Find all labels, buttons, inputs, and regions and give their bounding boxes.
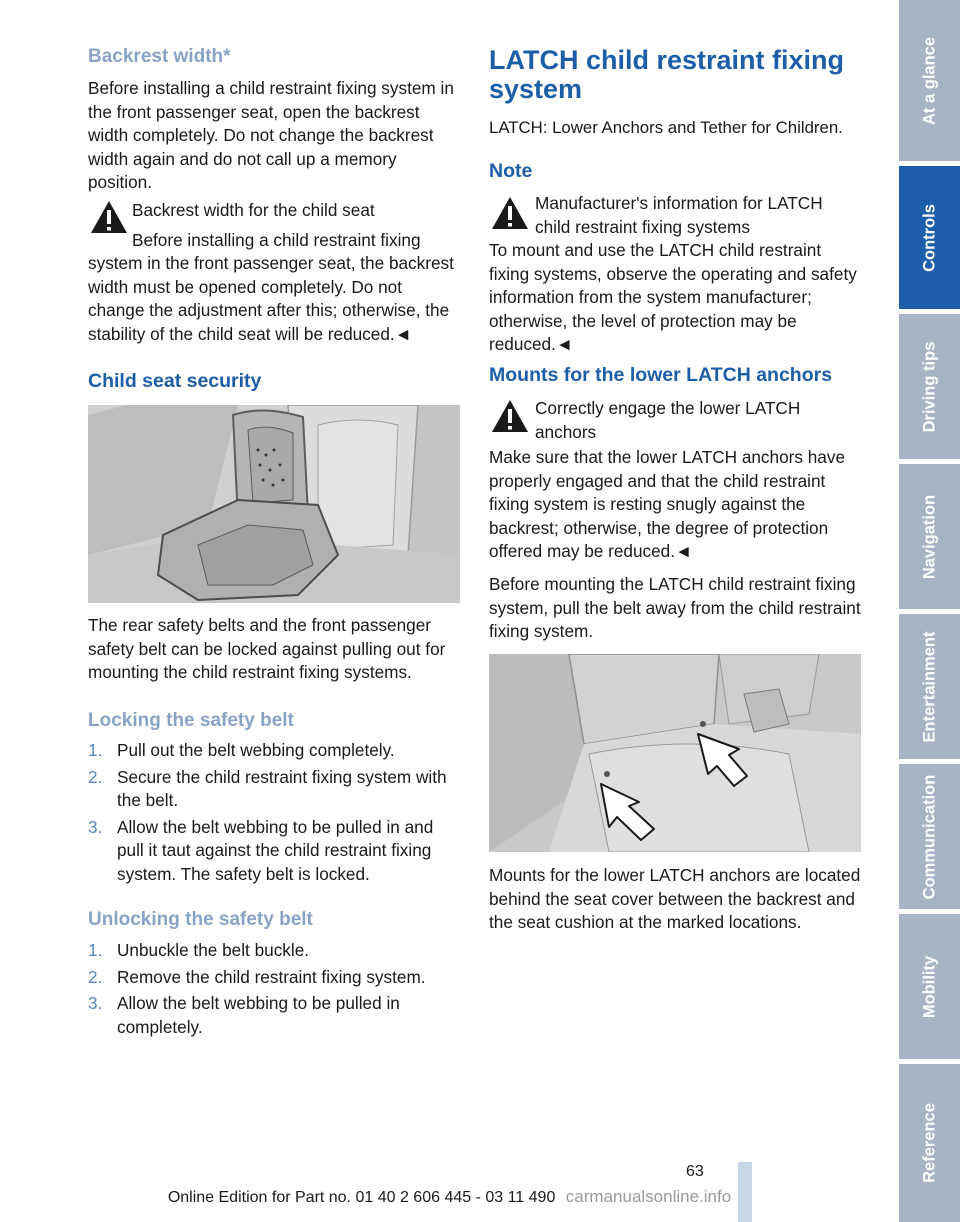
warning-triangle-icon [491,399,529,433]
tab-controls[interactable]: Controls [899,166,960,309]
tab-navigation[interactable]: Navigation [899,464,960,609]
list-item: 3. Allow the belt webbing to be pulled in completely. [88,993,400,1037]
mounts-heading: Mounts for the lower LATCH anchors [489,364,833,386]
mounts-paragraph-1: Make sure that the lower LATCH anchors have properly engaged and that the child restraint fixing system is resting snugly against the backrest; otherwise, the degree of protection offered may be reduced.◄ [489,447,846,561]
tab-driving-tips[interactable]: Driving tips [899,314,960,459]
unlocking-heading: Unlocking the safety belt [88,909,313,930]
list-item: 3. Allow the belt webbing to be pulled in and pull it taut against the child restraint fixing system. The safety belt is locked. [88,816,434,884]
warning-backrest-body: system in the front passenger seat, the backrest width must be opened completely. Do not change the adjustment after this; otherwise, the stability of the child seat will be reduced.◄ [88,253,454,344]
latch-subtitle: LATCH: Lower Anchors and Tether for Children. [489,118,843,137]
warning-backrest-title: Backrest width for the child seat [132,200,375,220]
list-item: 2. Secure the child restraint fixing system with the belt. [88,766,447,810]
child-seat-photo [88,405,460,603]
backrest-width-heading: Backrest width* [88,46,231,67]
tab-mobility[interactable]: Mobility [899,914,960,1059]
mounts-paragraph-2: Before mounting the LATCH child restraint fixing system, pull the belt away from the child restraint fixing system. [489,574,861,641]
note-paragraph: To mount and use the LATCH child restraint fixing systems, observe the operating and safety information from the system manufacturer; otherwise, the level of protection may be reduced.◄ [489,240,857,354]
mounts-warning-title: Correctly engage the lower LATCH anchors [535,398,801,442]
tab-entertainment[interactable]: Entertainment [899,614,960,759]
warning-backrest-line: Before installing a child restraint fixing [132,230,421,250]
unlocking-steps-list [88,939,462,1042]
list-item: 1. Pull out the belt webbing completely. [88,740,395,760]
mounts-paragraph-3: Mounts for the lower LATCH anchors are located behind the seat cover between the backrest and the seat cushion at the marked locations. [489,865,861,932]
warning-triangle-icon [491,196,529,230]
footer-edition [0,1187,899,1207]
note-warning-title: Manufacturer's information for LATCH child restraint fixing systems [535,193,823,237]
watermark: carmanualsonline.info [565,1187,732,1206]
page-number: 63 [686,1163,704,1180]
child-seat-security-heading: Child seat security [88,370,262,392]
tab-at-a-glance[interactable]: At a glance [899,0,960,161]
latch-anchors-photo [489,654,861,852]
note-heading: Note [489,160,533,182]
warning-triangle-icon [90,200,128,234]
backrest-width-paragraph: Before installing a child restraint fixing system in the front passenger seat, open the backrest width completely. Do not change the backrest width again and do not call up a memory position. [88,78,454,192]
chapter-sidebar [899,0,960,1222]
list-item: 2. Remove the child restraint fixing system. [88,966,426,987]
locking-heading: Locking the safety belt [88,710,294,731]
tab-reference[interactable]: Reference [899,1064,960,1222]
child-seat-security-paragraph: The rear safety belts and the front passenger safety belt can be locked against pulling out for mounting the child restraint fixing systems. [88,615,446,682]
list-item: 1. Unbuckle the belt buckle. [88,940,310,960]
edition-text: Online Edition for Part no. 01 40 2 606 445 - 03 11 490 [167,1189,556,1206]
latch-title: LATCH child restraint fixing system [489,45,845,104]
locking-steps-list [88,739,462,889]
tab-communication[interactable]: Communication [899,764,960,909]
